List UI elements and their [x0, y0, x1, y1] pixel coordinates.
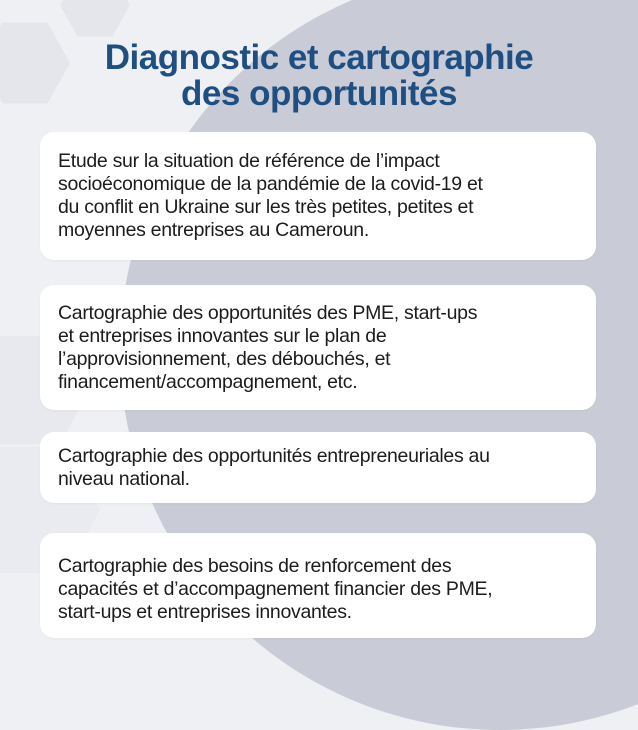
background-hexagon — [60, 0, 130, 40]
item-card-text: Cartographie des besoins de renforcement des capacités et d’accompagnement financier des PME, start-ups et entreprises innovantes. — [58, 555, 493, 623]
item-card-capacity-needs — [40, 533, 596, 638]
item-card-entrepreneurial-opportunities — [40, 432, 596, 503]
page-title-line-2: des opportunités — [181, 74, 457, 113]
item-card-text: Etude sur la situation de référence de l’impact socioéconomique de la pandémie de la covid-19 et du conflit en Ukraine sur les très petites, petites et moyennes entreprises au Cameroun. — [58, 150, 483, 241]
page-title-line-1: Diagnostic et cartographie — [104, 38, 534, 77]
item-card-baseline-study — [40, 132, 596, 260]
item-card-sme-opportunities — [40, 285, 596, 410]
item-card-text: Cartographie des opportunités des PME, start-ups et entreprises innovantes sur le plan de l’approvisionnement, des débouchés, et financement/accompagnement, etc. — [58, 301, 478, 393]
page-title — [0, 40, 638, 112]
item-card-text: Cartographie des opportunités entrepreneuriales au niveau national. — [58, 444, 490, 490]
